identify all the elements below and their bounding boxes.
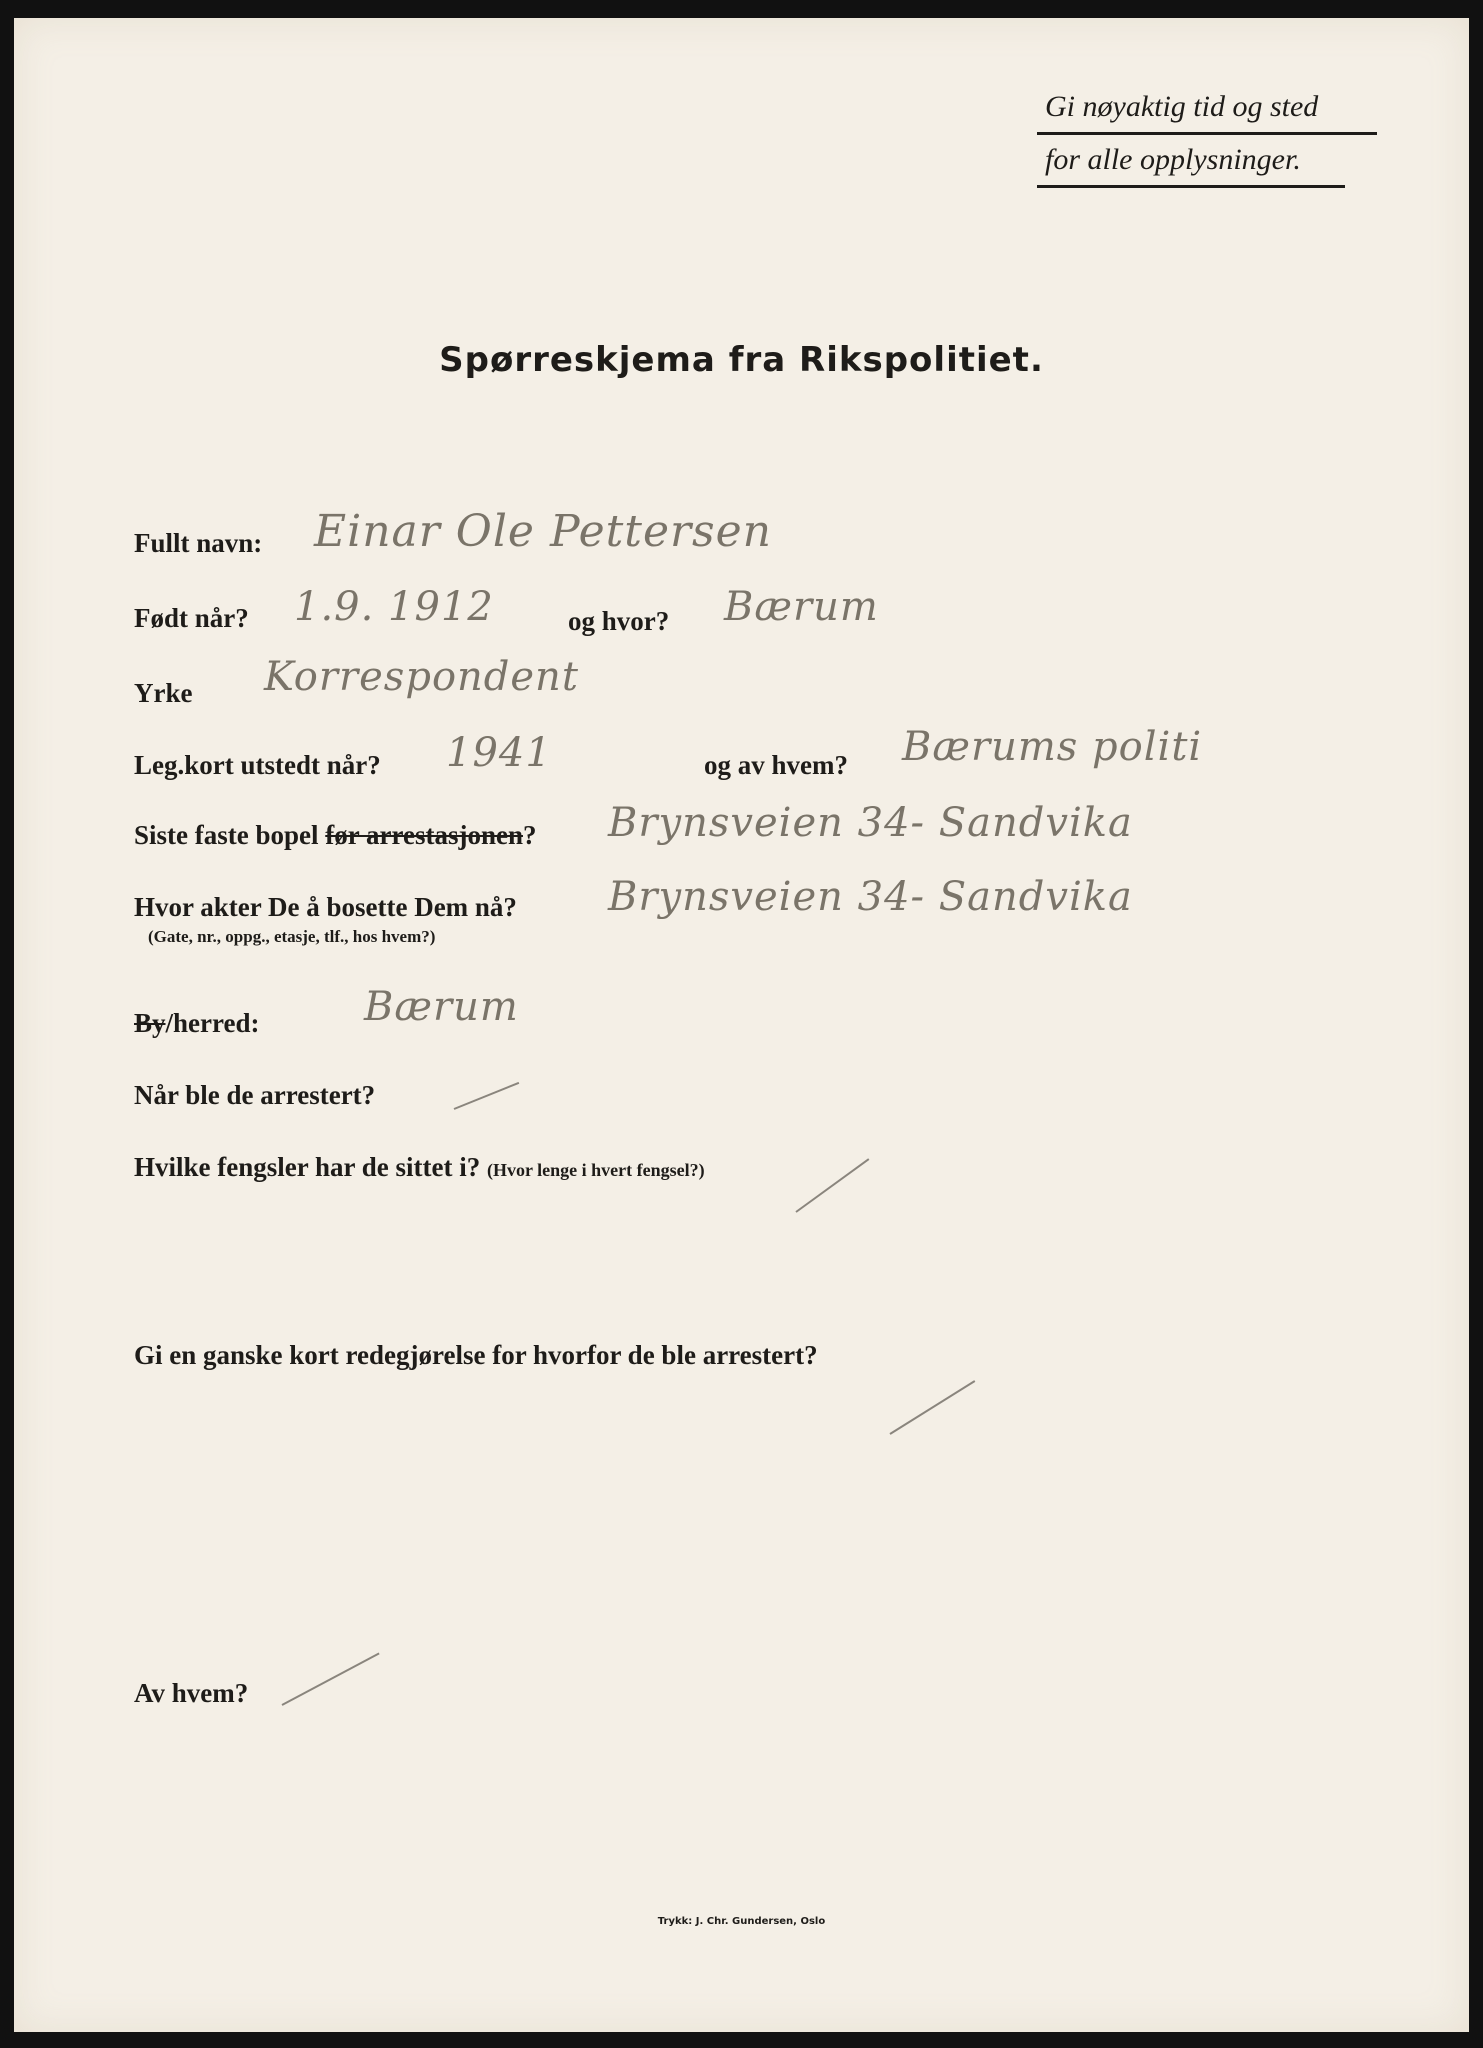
prisons-sublabel: (Hvor lenge i hvert fengsel?) [486,1160,705,1180]
struck-text: før arrestasjonen [325,820,523,850]
id-card-by-value: Bærums politi [902,724,1203,770]
born-where-value: Bærum [724,584,879,630]
blank-dash-reason [889,1380,975,1435]
arrested-when-label: Når ble de arrestert? [134,1080,376,1110]
municipality-value: Bærum [364,984,519,1030]
instruction-line-1: Gi nøyaktig tid og sted [1037,82,1377,135]
instruction-box [1037,82,1377,188]
id-card-when-value: 1941 [446,730,552,776]
id-card-by-label: og av hvem? [704,750,848,780]
blank-dash-prisons [795,1158,869,1213]
questionnaire-page [14,18,1469,2032]
instruction-line-2: for alle opplysninger. [1037,135,1345,188]
last-address-label: Siste faste bopel før arrestasjonen? [134,820,537,850]
settle-label: Hvor akter De å bosette Dem nå? (Gate, nr., oppg., etasje, tlf., hos hvem?) [134,892,517,946]
born-when-value: 1.9. 1912 [294,584,494,630]
full-name-value: Einar Ole Pettersen [314,506,773,557]
settle-value: Brynsveien 34- Sandvika [608,874,1133,920]
occupation-value: Korrespondent [264,654,579,700]
printer-imprint: Trykk: J. Chr. Gundersen, Oslo [657,1916,826,1927]
last-address-value: Brynsveien 34- Sandvika [608,800,1133,846]
id-card-when-label: Leg.kort utstedt når? [134,750,381,780]
by-whom-label: Av hvem? [134,1678,249,1708]
blank-dash-by-whom [282,1652,380,1705]
prisons-label: Hvilke fengsler har de sittet i? (Hvor lenge i hvert fengsel?) [134,1152,705,1182]
occupation-label: Yrke [134,678,193,708]
born-when-label: Født når? [134,603,249,633]
full-name-label: Fullt navn: [134,528,263,558]
reason-label: Gi en ganske kort redegjørelse for hvorfor de ble arrestert? [134,1340,818,1370]
settle-sublabel: (Gate, nr., oppg., etasje, tlf., hos hvem?) [148,927,436,946]
municipality-label: By/herred: [134,1008,260,1038]
blank-dash-arrested [454,1082,520,1110]
born-where-label: og hvor? [568,606,670,636]
form-title: Spørreskjema fra Rikspolitiet. [439,340,1044,380]
